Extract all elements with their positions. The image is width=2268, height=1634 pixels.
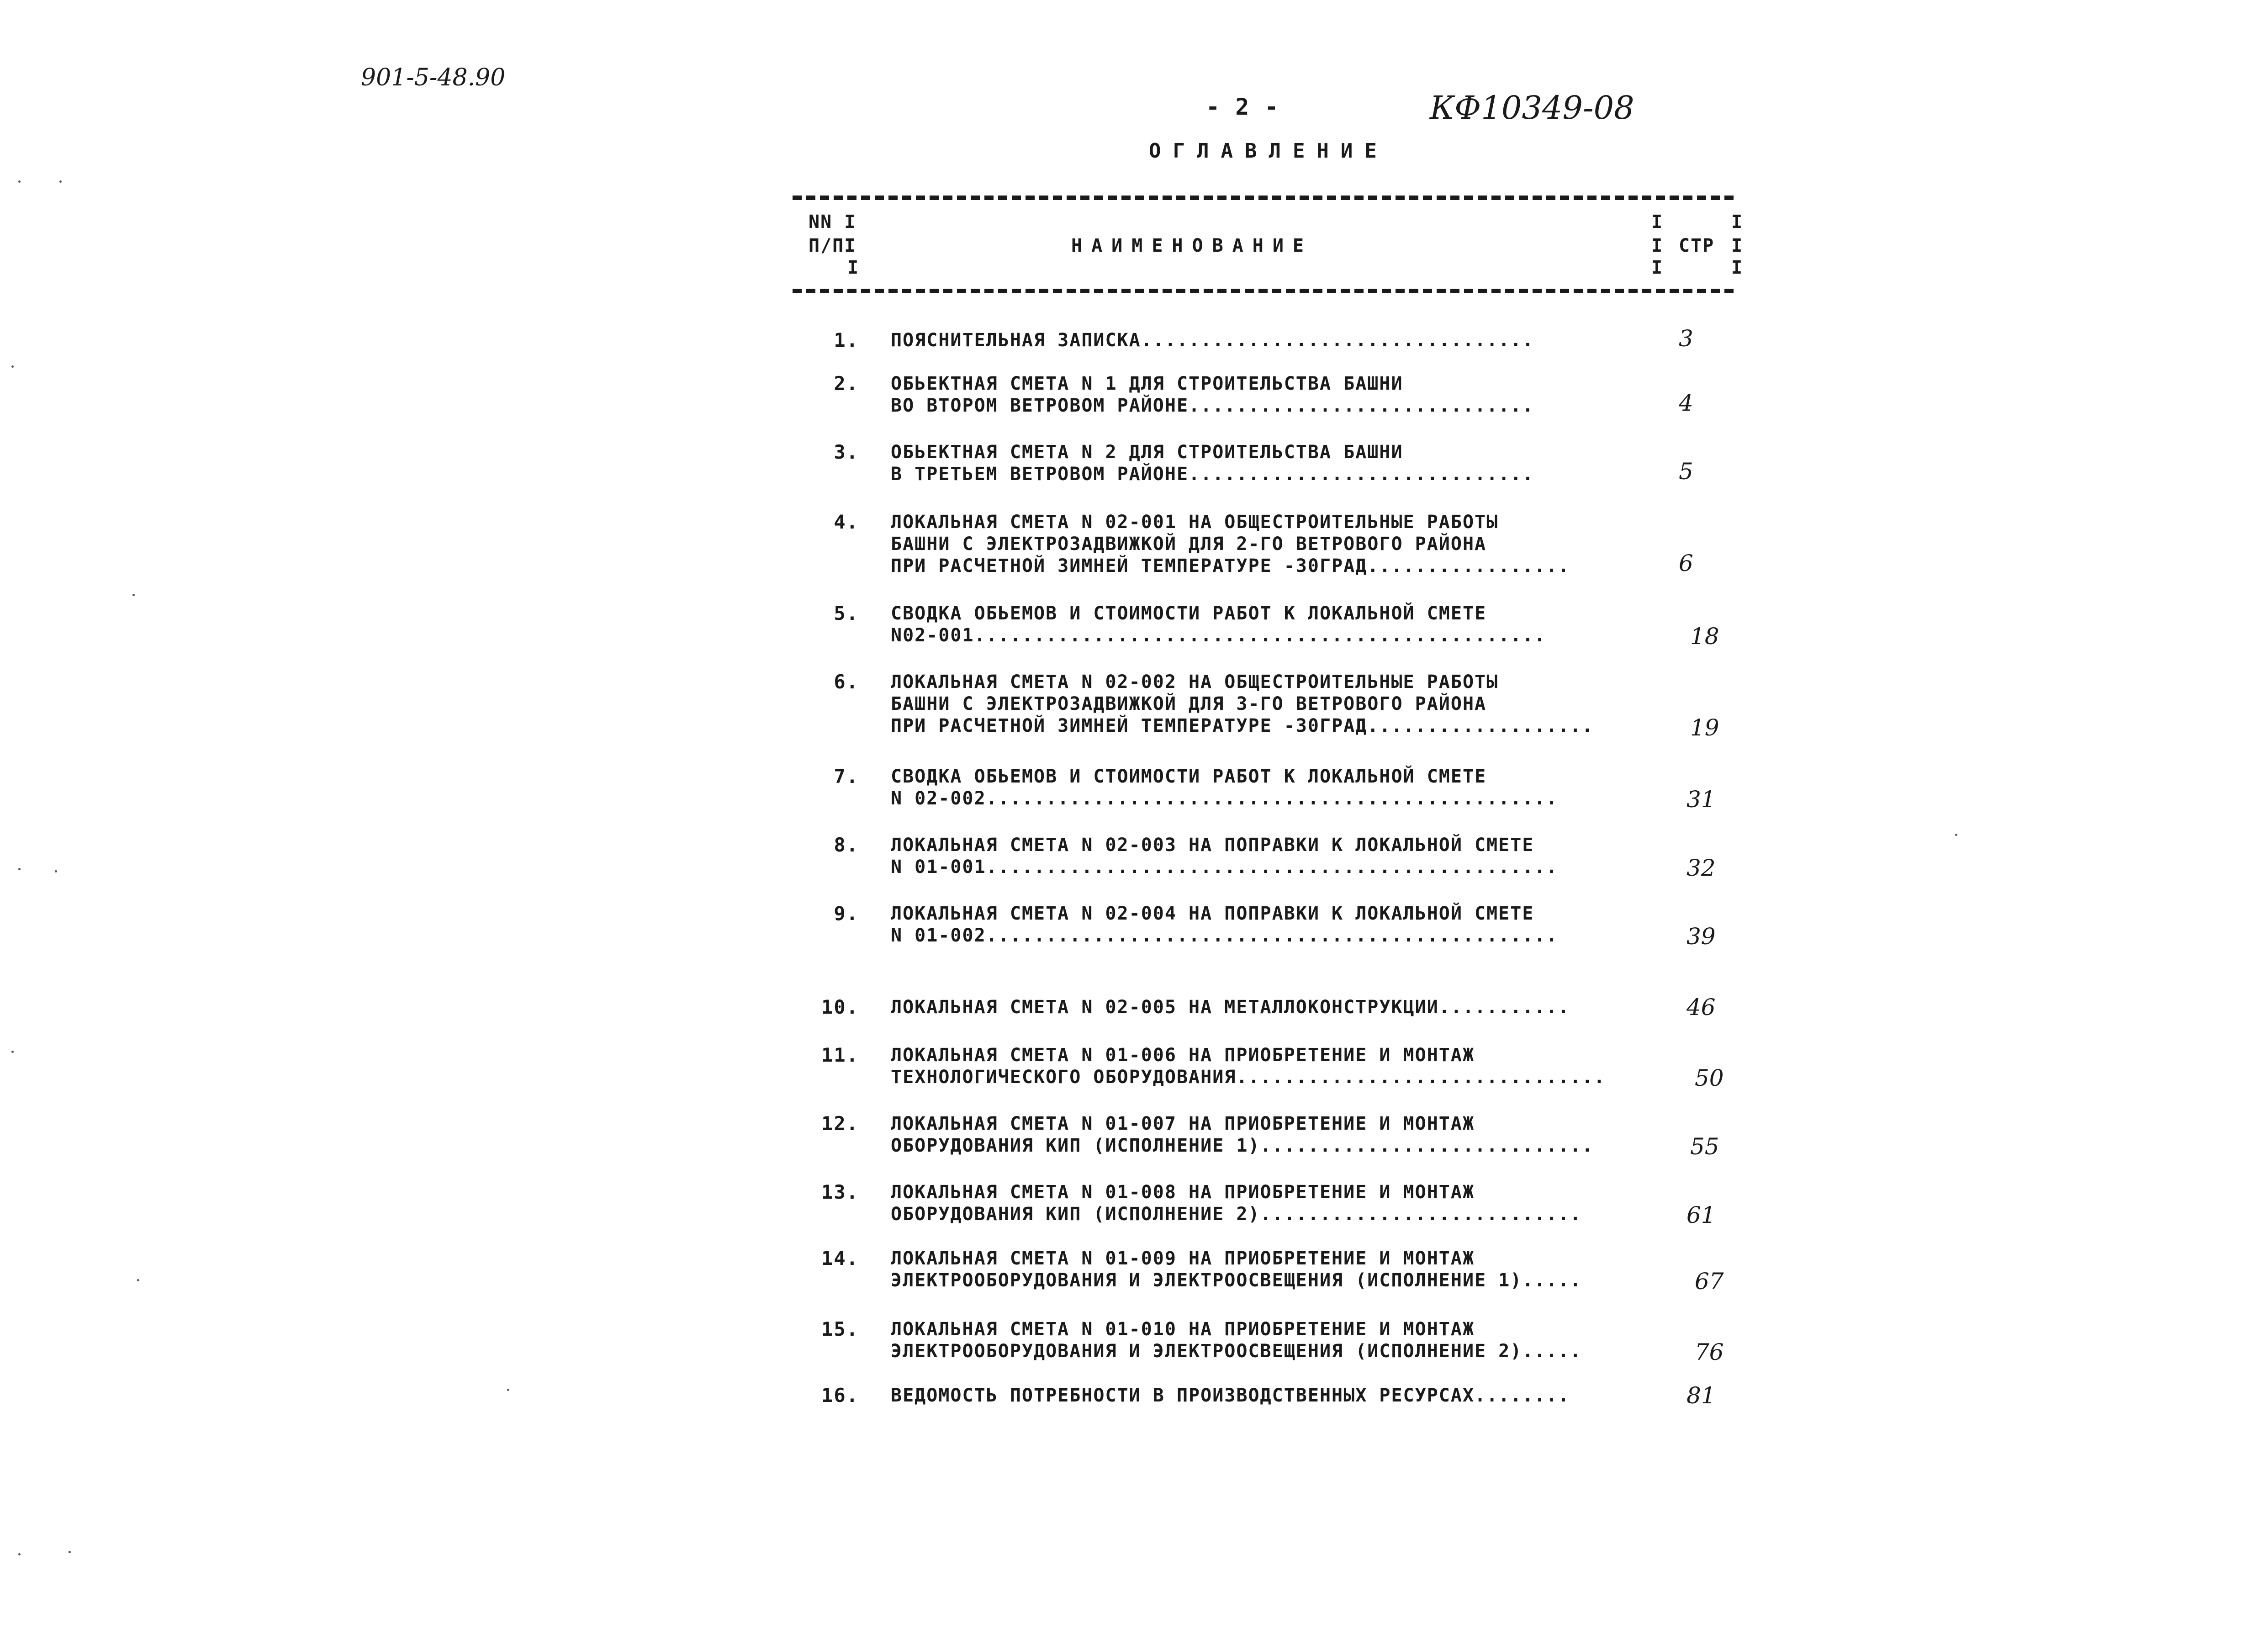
- header-separator: I: [1731, 235, 1744, 256]
- header-separator: I: [1651, 212, 1664, 233]
- entry-number: 13.: [821, 1181, 859, 1203]
- entry-number: 10.: [821, 996, 859, 1018]
- header-num-line3: I: [847, 257, 860, 278]
- entry-text: N 01-001................................................: [891, 857, 1558, 878]
- scan-speck: [11, 365, 14, 368]
- entry-text: N 02-002................................................: [891, 788, 1558, 809]
- scan-speck: [132, 594, 135, 596]
- header-separator: I: [1731, 257, 1744, 278]
- entry-page: 32: [1686, 855, 1716, 881]
- entry-text: ОБЬЕКТНАЯ СМЕТА N 1 ДЛЯ СТРОИТЕЛЬСТВА БАШНИ: [891, 373, 1403, 394]
- entry-page: 76: [1695, 1339, 1724, 1365]
- entry-text: ОБОРУДОВАНИЯ КИП (ИСПОЛНЕНИЕ 1)............................: [891, 1135, 1594, 1156]
- entry-text: ЛОКАЛЬНАЯ СМЕТА N 01-010 НА ПРИОБРЕТЕНИЕ И МОНТАЖ: [891, 1319, 1475, 1340]
- header-separator: I: [1651, 257, 1664, 278]
- entry-page: 31: [1686, 786, 1716, 813]
- entry-page: 18: [1690, 623, 1719, 650]
- header-page: СТР: [1679, 235, 1715, 256]
- entry-text: ЛОКАЛЬНАЯ СМЕТА N 02-003 НА ПОПРАВКИ К ЛОКАЛЬНОЙ СМЕТЕ: [891, 835, 1534, 856]
- entry-page: 50: [1695, 1065, 1724, 1091]
- table-top-rule: [793, 196, 1734, 200]
- entry-page: 46: [1686, 994, 1716, 1021]
- entry-number: 1.: [834, 329, 859, 351]
- entry-text: ПРИ РАСЧЕТНОЙ ЗИМНЕЙ ТЕМПЕРАТУРЕ -30ГРАД.................: [891, 555, 1570, 576]
- entry-text: N 01-002................................................: [891, 925, 1558, 946]
- scan-speck: [507, 1389, 509, 1391]
- header-num-line2: П/ПI: [809, 235, 856, 256]
- sheet-code: КФ10349-08: [1430, 89, 1634, 127]
- entry-text: ВО ВТОРОМ ВЕТРОВОМ РАЙОНЕ.............................: [891, 395, 1534, 416]
- scan-speck: [1955, 834, 1957, 836]
- entry-page: 3: [1679, 325, 1693, 352]
- entry-number: 3.: [834, 441, 859, 463]
- entry-text: ПРИ РАСЧЕТНОЙ ЗИМНЕЙ ТЕМПЕРАТУРЕ -30ГРАД...................: [891, 715, 1594, 736]
- entry-number: 9.: [834, 902, 859, 925]
- scan-speck: [55, 870, 57, 873]
- document-code: 901-5-48.90: [361, 64, 506, 91]
- entry-number: 8.: [834, 834, 859, 856]
- page-title: ОГЛАВЛЕНИЕ: [1149, 139, 1389, 163]
- entry-page: 61: [1686, 1202, 1716, 1228]
- entry-page: 81: [1686, 1382, 1716, 1409]
- entry-text: ЭЛЕКТРООБОРУДОВАНИЯ И ЭЛЕКТРООСВЕЩЕНИЯ (ИСПОЛНЕНИЕ 2).....: [891, 1341, 1582, 1362]
- entry-text: N02-001................................................: [891, 625, 1546, 646]
- entry-text: СВОДКА ОБЬЕМОВ И СТОИМОСТИ РАБОТ К ЛОКАЛЬНОЙ СМЕТЕ: [891, 603, 1487, 624]
- entry-page: 39: [1686, 923, 1716, 950]
- scan-speck: [137, 1279, 139, 1281]
- scan-speck: [18, 868, 21, 870]
- header-separator: I: [1651, 235, 1664, 256]
- header-separator: I: [1731, 212, 1744, 233]
- entry-number: 11.: [821, 1044, 859, 1066]
- entry-text: ЛОКАЛЬНАЯ СМЕТА N 01-007 НА ПРИОБРЕТЕНИЕ И МОНТАЖ: [891, 1113, 1475, 1134]
- header-name: НАИМЕНОВАНИЕ: [1071, 235, 1313, 256]
- entry-page: 67: [1695, 1268, 1724, 1295]
- entry-text: ЛОКАЛЬНАЯ СМЕТА N 02-005 НА МЕТАЛЛОКОНСТРУКЦИИ...........: [891, 997, 1570, 1018]
- entry-page: 6: [1679, 550, 1693, 576]
- entry-text: ВЕДОМОСТЬ ПОТРЕБНОСТИ В ПРОИЗВОДСТВЕННЫХ РЕСУРСАХ........: [891, 1385, 1570, 1406]
- entry-text: ЛОКАЛЬНАЯ СМЕТА N 02-002 НА ОБЩЕСТРОИТЕЛЬНЫЕ РАБОТЫ: [891, 672, 1499, 693]
- entry-text: ОБОРУДОВАНИЯ КИП (ИСПОЛНЕНИЕ 2)...........................: [891, 1204, 1582, 1225]
- entry-number: 12.: [821, 1112, 859, 1135]
- entry-page: 5: [1679, 458, 1693, 485]
- table-header-rule: [793, 289, 1734, 293]
- entry-number: 16.: [821, 1384, 859, 1407]
- entry-text: ЛОКАЛЬНАЯ СМЕТА N 01-008 НА ПРИОБРЕТЕНИЕ И МОНТАЖ: [891, 1182, 1475, 1203]
- entry-page: 19: [1690, 714, 1719, 741]
- scan-speck: [69, 1551, 71, 1553]
- entry-number: 15.: [821, 1318, 859, 1340]
- scan-speck: [11, 1051, 14, 1053]
- entry-text: СВОДКА ОБЬЕМОВ И СТОИМОСТИ РАБОТ К ЛОКАЛЬНОЙ СМЕТЕ: [891, 766, 1487, 787]
- entry-text: БАШНИ С ЭЛЕКТРОЗАДВИЖКОЙ ДЛЯ 2-ГО ВЕТРОВОГО РАЙОНА: [891, 534, 1487, 555]
- entry-number: 6.: [834, 671, 859, 693]
- entry-text: ОБЬЕКТНАЯ СМЕТА N 2 ДЛЯ СТРОИТЕЛЬСТВА БАШНИ: [891, 442, 1403, 463]
- entry-text: ЛОКАЛЬНАЯ СМЕТА N 01-009 НА ПРИОБРЕТЕНИЕ И МОНТАЖ: [891, 1248, 1475, 1269]
- entry-text: ЭЛЕКТРООБОРУДОВАНИЯ И ЭЛЕКТРООСВЕЩЕНИЯ (ИСПОЛНЕНИЕ 1).....: [891, 1270, 1582, 1291]
- entry-text: ЛОКАЛЬНАЯ СМЕТА N 02-004 НА ПОПРАВКИ К ЛОКАЛЬНОЙ СМЕТЕ: [891, 903, 1534, 924]
- entry-page: 55: [1690, 1133, 1719, 1160]
- entry-number: 14.: [821, 1247, 859, 1269]
- entry-text: ЛОКАЛЬНАЯ СМЕТА N 01-006 НА ПРИОБРЕТЕНИЕ И МОНТАЖ: [891, 1045, 1475, 1066]
- entry-page: 4: [1679, 390, 1693, 416]
- header-num-line1: NN I: [809, 212, 856, 233]
- entry-text: ЛОКАЛЬНАЯ СМЕТА N 02-001 НА ОБЩЕСТРОИТЕЛЬНЫЕ РАБОТЫ: [891, 512, 1499, 533]
- scan-speck: [18, 180, 21, 183]
- page-number: - 2 -: [1206, 94, 1279, 120]
- scan-speck: [59, 180, 62, 183]
- entry-number: 7.: [834, 765, 859, 788]
- entry-number: 2.: [834, 372, 859, 395]
- entry-text: ПОЯСНИТЕЛЬНАЯ ЗАПИСКА.................................: [891, 330, 1534, 351]
- entry-text: В ТРЕТЬЕМ ВЕТРОВОМ РАЙОНЕ.............................: [891, 464, 1534, 485]
- entry-number: 5.: [834, 602, 859, 624]
- scan-speck: [18, 1553, 21, 1555]
- entry-number: 4.: [834, 511, 859, 533]
- entry-text: БАШНИ С ЭЛЕКТРОЗАДВИЖКОЙ ДЛЯ 3-ГО ВЕТРОВОГО РАЙОНА: [891, 693, 1487, 714]
- entry-text: ТЕХНОЛОГИЧЕСКОГО ОБОРУДОВАНИЯ...............................: [891, 1067, 1606, 1088]
